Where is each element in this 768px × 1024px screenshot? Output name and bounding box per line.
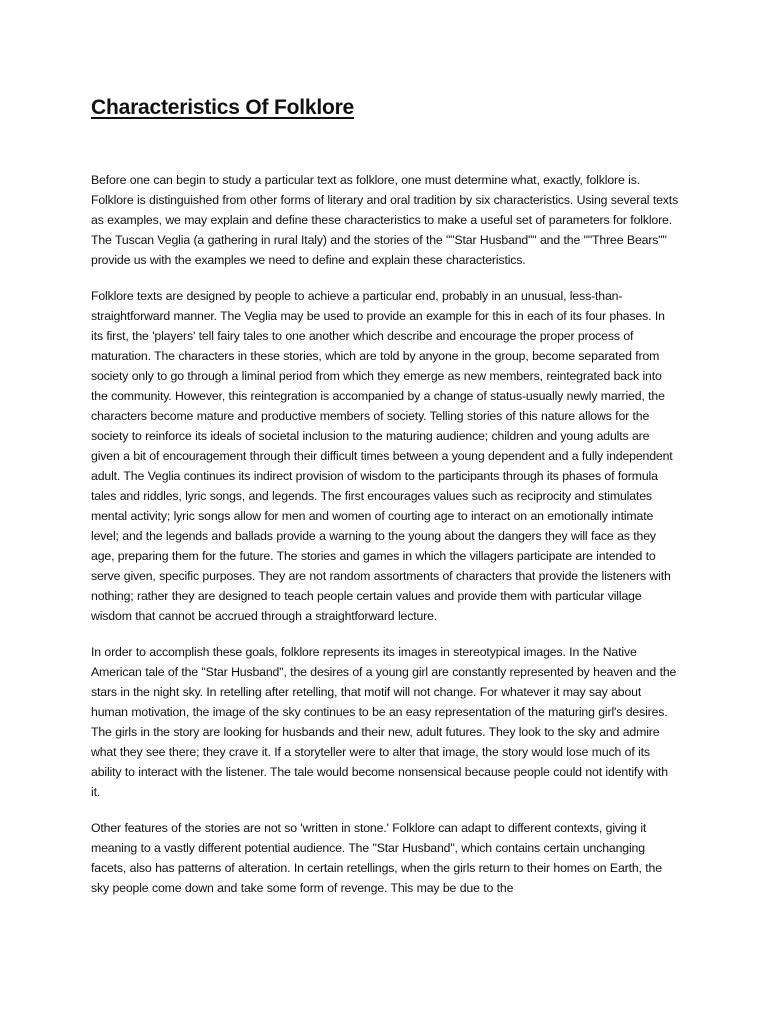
paragraph-3: In order to accomplish these goals, folklore represents its images in stereotypical images. In the Native American tale of the "Star Husband", the desires of a young girl are constantly represented by heaven and the stars in the night sky. In retelling after retelling, that motif will not change. For whatever it may say about human motivation, the image of the sky continues to be an easy representation of the maturing girl's desires. The girls in the story are looking for husbands and their new, adult futures. They look to the sky and admire what they see there; they crave it. If a storyteller were to alter that image, the story would lose much of its ability to interact with the listener. The tale would become nonsensical because people could not identify with it. — [91, 645, 677, 799]
document-page — [91, 94, 679, 914]
paragraph-2: Folklore texts are designed by people to achieve a particular end, probably in an unusual, less-than-straightforward manner. The Veglia may be used to provide an example for this in each of its four phases. In its first, the 'players' tell fairy tales to one another which describe and encourage the proper process of maturation. The characters in these stories, which are told by anyone in the group, become separated from society only to go through a liminal period from which they emerge as new members, reintegrated back into the community. However, this reintegration is accompanied by a change of status-usually newly married, the characters become mature and productive members of society. Telling stories of this nature allows for the society to reinforce its ideals of societal inclusion to the maturing audience; children and young adults are given a bit of encouragement through their difficult times between a young dependent and a fully independent adult. The Veglia continues its indirect provision of wisdom to the participants through its phases of formula tales and riddles, lyric songs, and legends. The first encourages values such as reciprocity and stimulates mental activity; lyric songs allow for men and women of courting age to interact on an emotionally intimate level; and the legends and ballads provide a warning to the young about the dangers they will face as they age, preparing them for the future. The stories and games in which the villagers participate are intended to serve given, specific purposes. They are not random assortments of characters that provide the listeners with nothing; rather they are designed to teach people certain values and provide them with particular village wisdom that cannot be accrued through a straightforward lecture. — [91, 289, 673, 623]
document-title: Characteristics Of Folklore — [91, 96, 355, 119]
paragraph-1: Before one can begin to study a particular text as folklore, one must determine what, exactly, folklore is. Folklore is distinguished from other forms of literary and oral tradition by six characteristics. Using several texts as examples, we may explain and define these characteristics to make a useful set of parameters for folklore. The Tuscan Veglia (a gathering in rural Italy) and the stories of the ""Star Husband"" and the ""Three Bears"" provide us with the examples we need to define and explain these characteristics. — [91, 173, 679, 267]
paragraph-4: Other features of the stories are not so 'written in stone.' Folklore can adapt to different contexts, giving it meaning to a vastly different potential audience. The "Star Husband", which contains certain unchanging facets, also has patterns of alteration. In certain retellings, when the girls return to their homes on Earth, the sky people come down and take some form of revenge. This may be due to the — [91, 821, 662, 895]
